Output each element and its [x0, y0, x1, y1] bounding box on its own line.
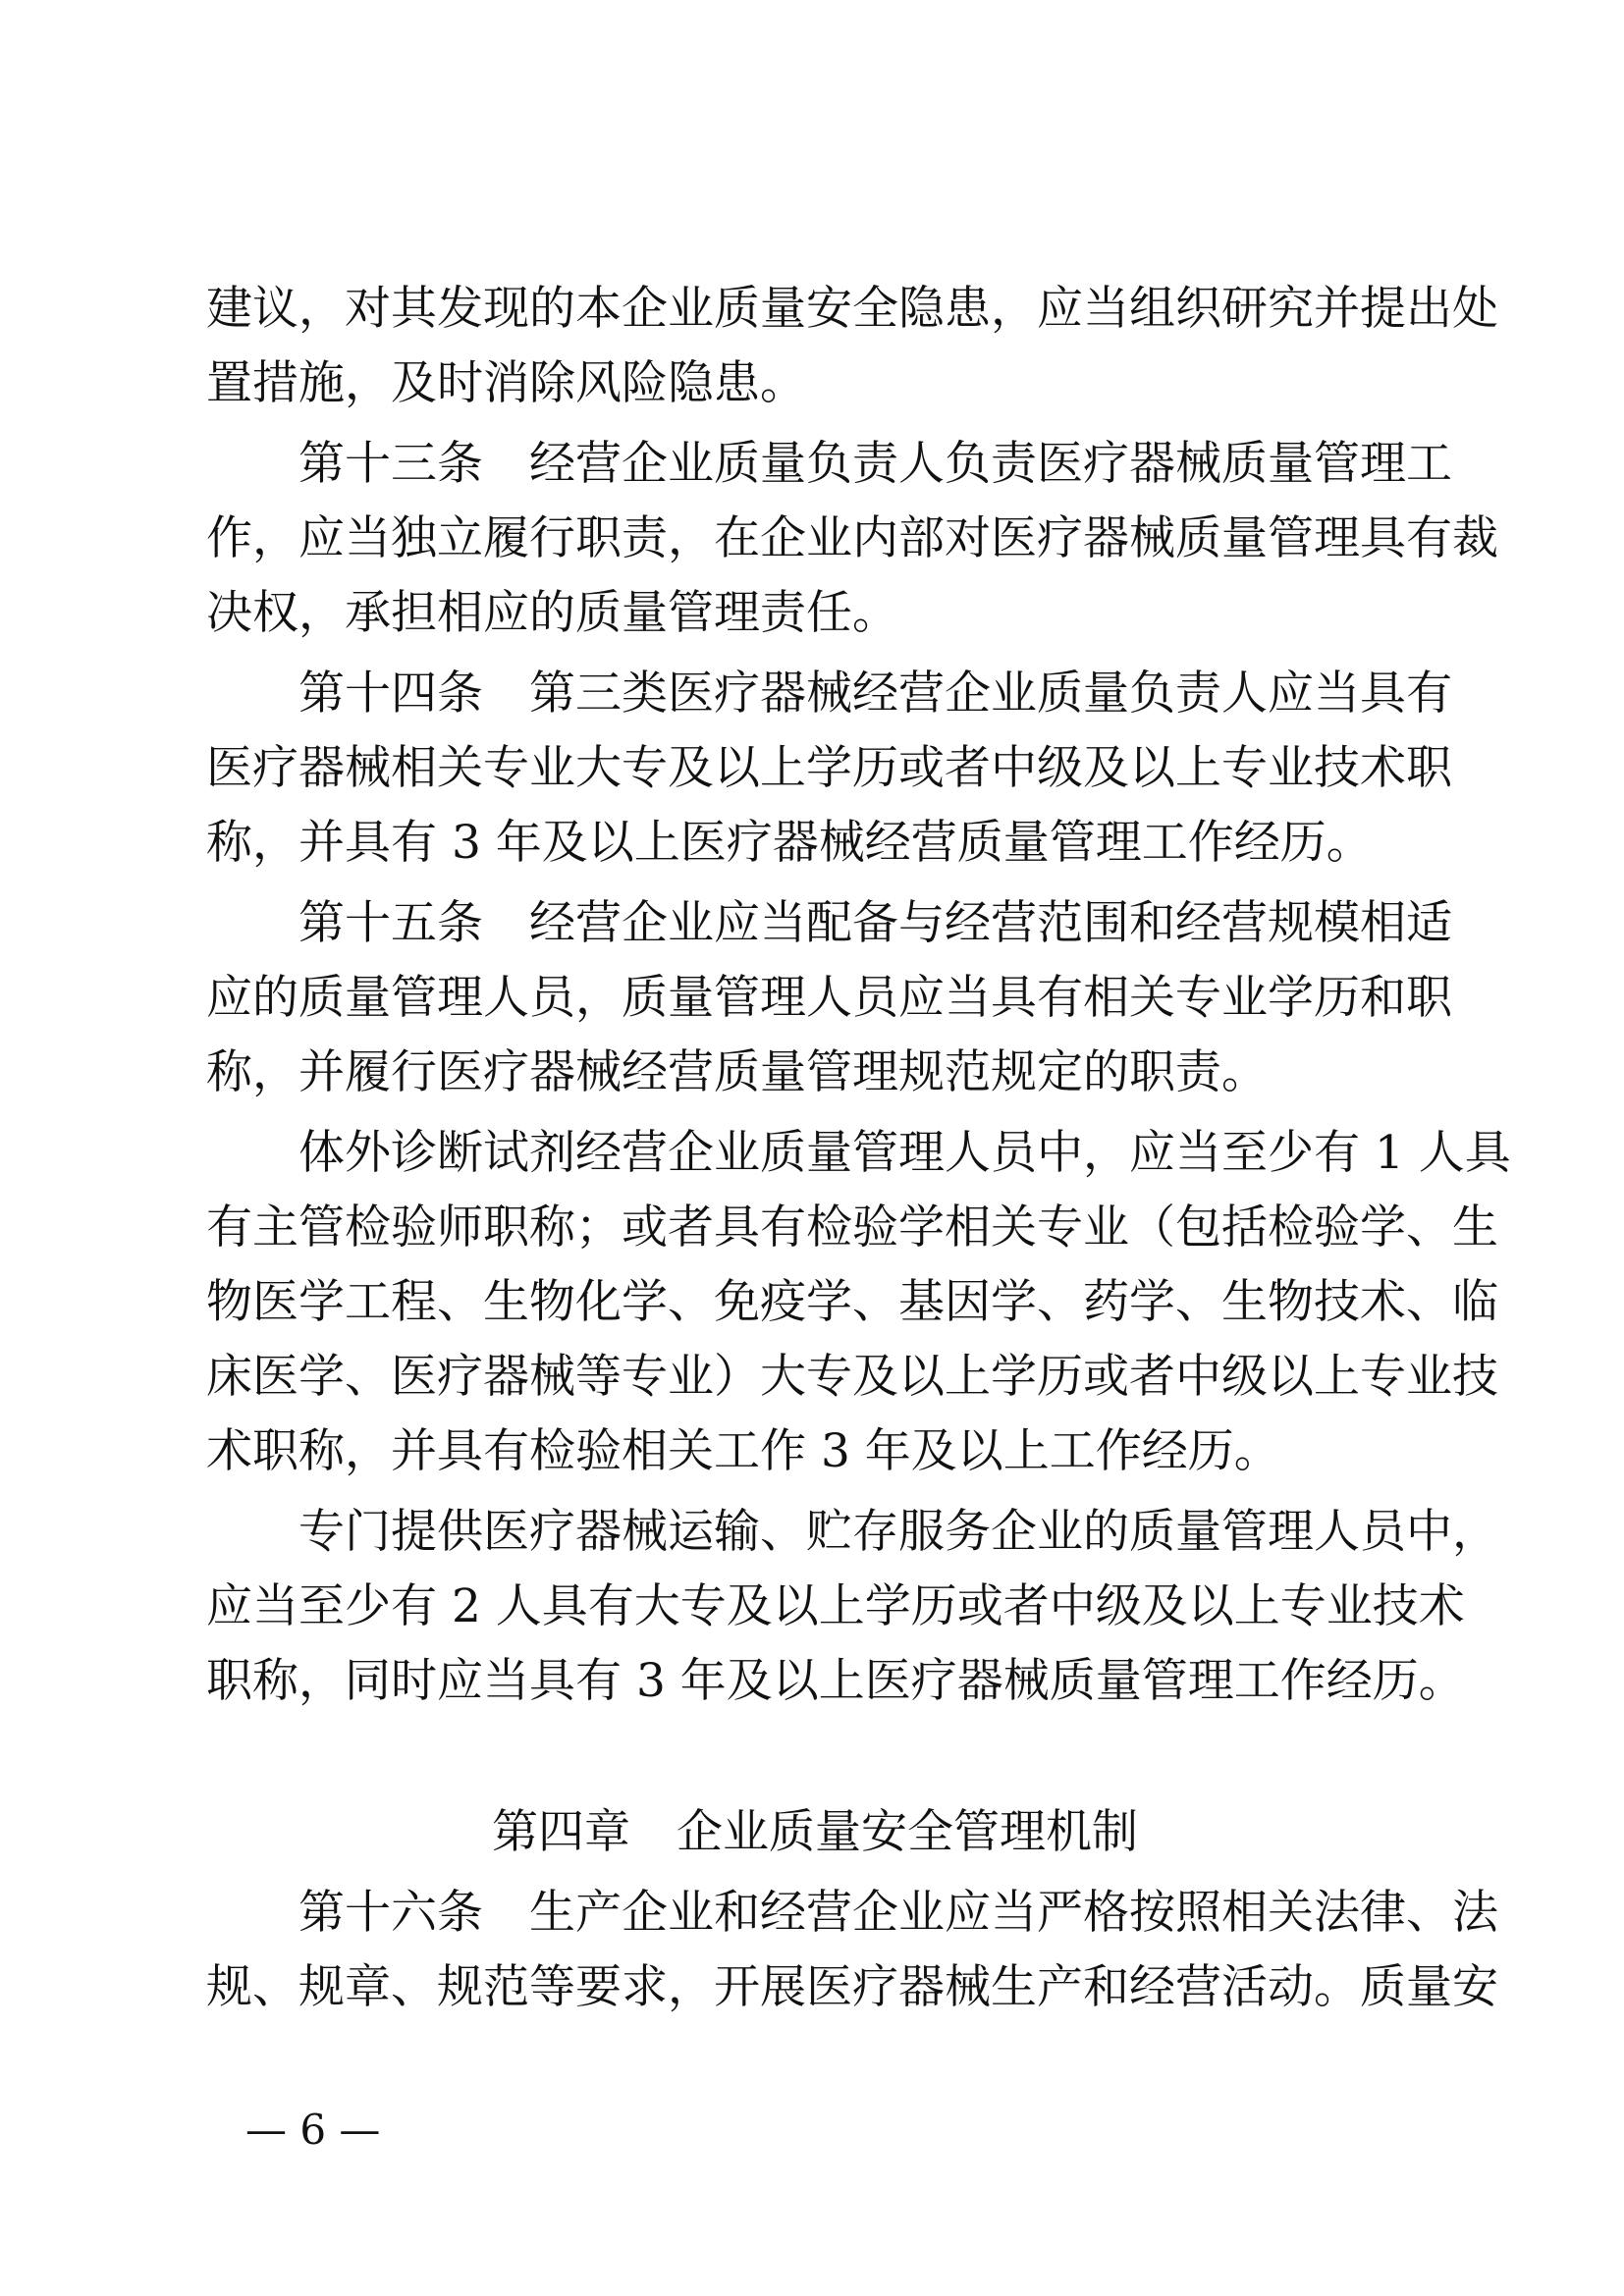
- text-line: 第十五条 经营企业应当配备与经营范围和经营规模相适: [206, 896, 1452, 950]
- text-line: 物医学工程、生物化学、免疫学、基因学、药学、生物技术、临: [206, 1275, 1498, 1329]
- text-line: 第十六条 生产企业和经营企业应当严格按照相关法律、法: [206, 1886, 1498, 1940]
- text-line: 职称，同时应当具有 3 年及以上医疗器械质量管理工作经历。: [206, 1654, 1465, 1708]
- text-line: 决权，承担相应的质量管理责任。: [206, 586, 898, 640]
- page-number: — 6 —: [245, 2106, 381, 2154]
- text-line: 有主管检验师职称；或者具有检验学相关专业（包括检验学、生: [206, 1201, 1498, 1255]
- text-line: 称，并具有 3 年及以上医疗器械经营质量管理工作经历。: [206, 816, 1373, 870]
- text-line: 作，应当独立履行职责，在企业内部对医疗器械质量管理具有裁: [206, 511, 1498, 565]
- text-line: 建议，对其发现的本企业质量安全隐患，应当组织研究并提出处: [206, 282, 1498, 336]
- text-line: 置措施，及时消除风险隐患。: [206, 356, 806, 410]
- text-line: 第十四条 第三类医疗器械经营企业质量负责人应当具有: [206, 667, 1452, 721]
- text-line: 术职称，并具有检验相关工作 3 年及以上工作经历。: [206, 1424, 1280, 1478]
- chapter-heading: 第四章 企业质量安全管理机制: [492, 1805, 1138, 1859]
- text-line: 医疗器械相关专业大专及以上学历或者中级及以上专业技术职: [206, 741, 1452, 795]
- text-line: 专门提供医疗器械运输、贮存服务企业的质量管理人员中，: [206, 1505, 1498, 1559]
- text-line: 体外诊断试剂经营企业质量管理人员中，应当至少有 1 人具: [206, 1126, 1511, 1180]
- text-line: 应的质量管理人员，质量管理人员应当具有相关专业学历和职: [206, 971, 1452, 1025]
- text-line: 称，并履行医疗器械经营质量管理规范规定的职责。: [206, 1045, 1268, 1099]
- text-line: 应当至少有 2 人具有大专及以上学历或者中级及以上专业技术: [206, 1579, 1465, 1633]
- text-line: 规、规章、规范等要求，开展医疗器械生产和经营活动。质量安: [206, 1960, 1498, 2014]
- text-line: 第十三条 经营企业质量负责人负责医疗器械质量管理工: [206, 437, 1452, 491]
- text-line: 床医学、医疗器械等专业）大专及以上学历或者中级以上专业技: [206, 1350, 1498, 1404]
